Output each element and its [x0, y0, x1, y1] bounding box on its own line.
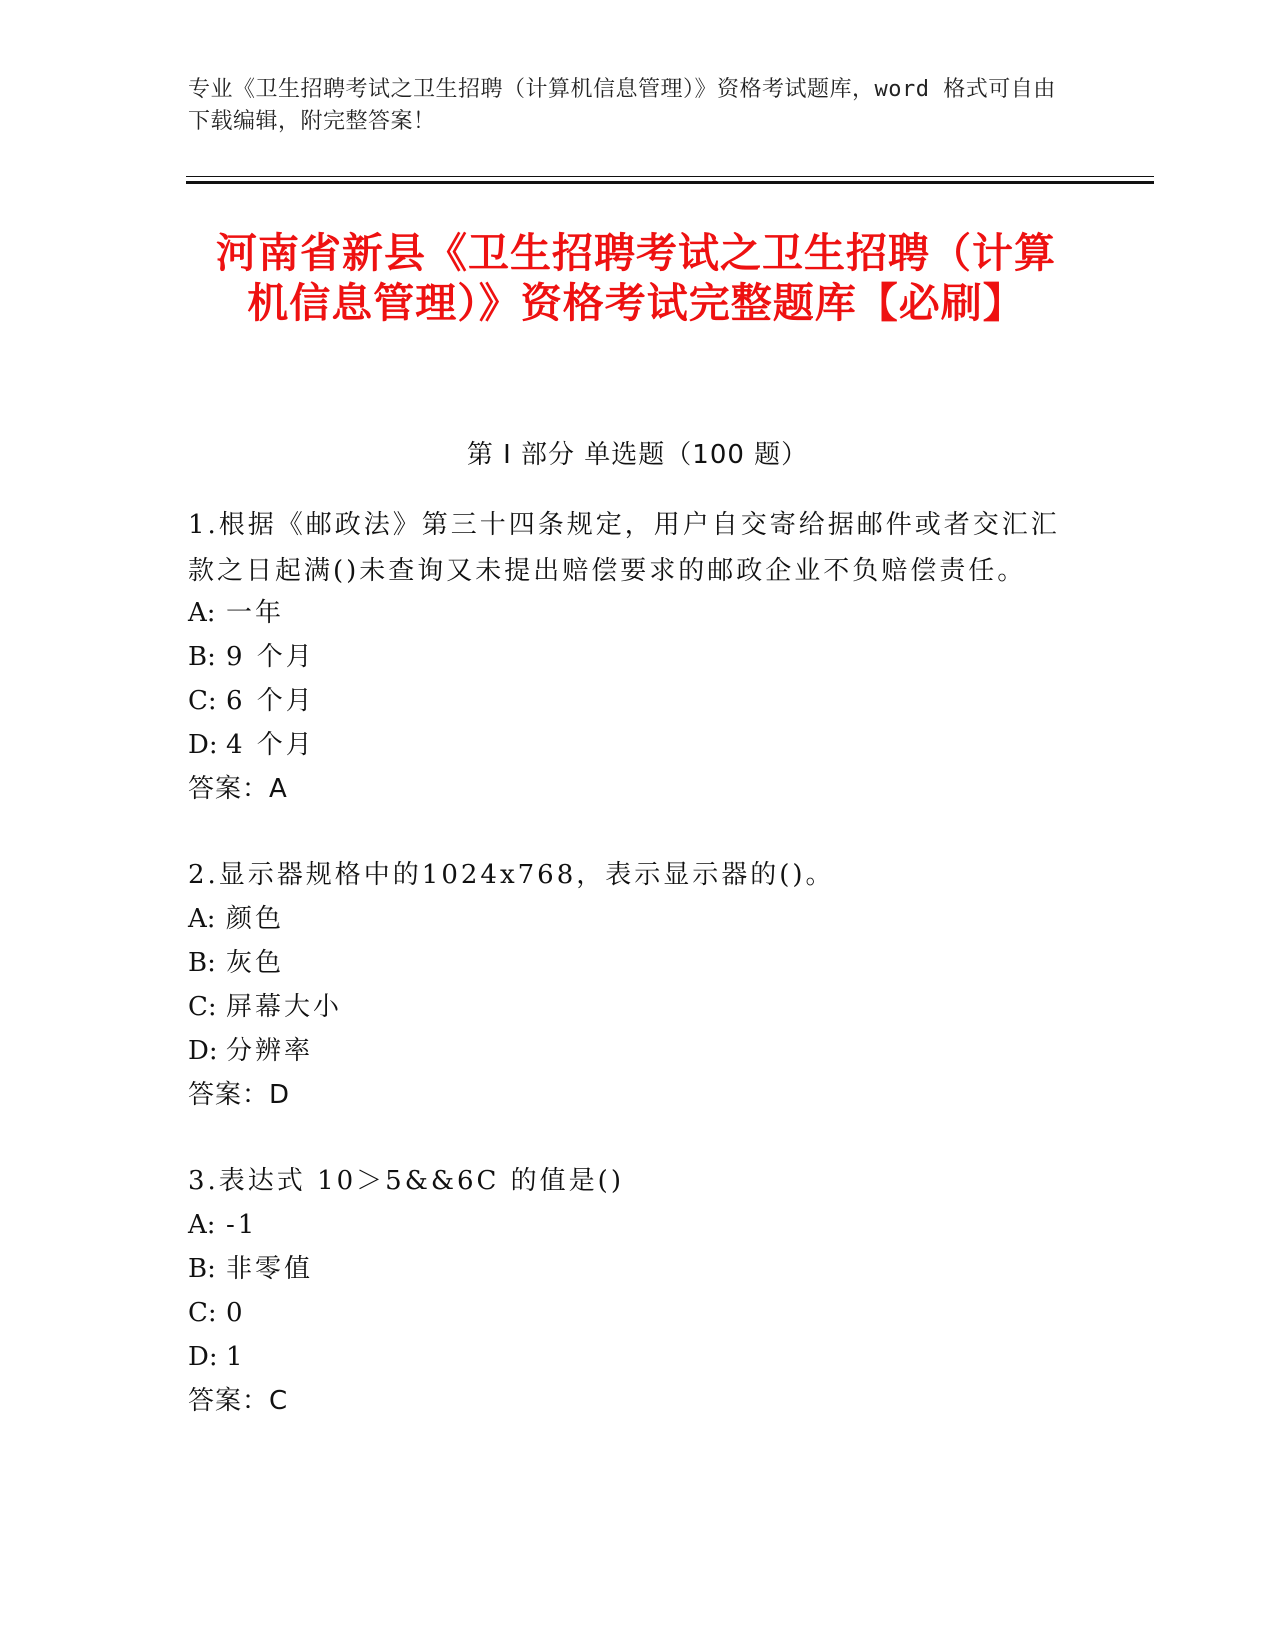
option-text: 6 个月: [226, 686, 315, 716]
option-key: C:: [188, 686, 217, 716]
question-2-option-a: [188, 902, 284, 936]
question-3-option-c: [188, 1296, 246, 1330]
question-1-option-b: [188, 640, 315, 674]
header-note: 专业《卫生招聘考试之卫生招聘（计算机信息管理）》资格考试题库，word 格式可自由下载编辑，附完整答案！: [188, 77, 1056, 134]
option-text: -1: [226, 1210, 258, 1240]
question-1-answer: [188, 772, 288, 806]
answer-value: D: [269, 1080, 291, 1110]
option-text: 1: [226, 1342, 246, 1372]
option-key: A:: [188, 904, 216, 934]
option-key: B:: [188, 1254, 216, 1284]
question-3-option-b: [188, 1252, 313, 1286]
option-text: 颜色: [226, 904, 285, 934]
option-text: 9 个月: [226, 642, 315, 672]
answer-label: 答案：: [188, 1386, 270, 1416]
option-text: 非零值: [226, 1254, 314, 1284]
document-title: 河南省新县《卫生招聘考试之卫生招聘（计算机信息管理）》资格考试完整题库【必刷】: [216, 229, 1056, 327]
question-3-option-d: [188, 1340, 246, 1374]
question-2-text: 2.显示器规格中的1024x768，表示显示器的()。: [188, 860, 835, 890]
question-3-answer: [188, 1384, 288, 1418]
option-key: C:: [188, 1298, 217, 1328]
option-key: D:: [188, 730, 218, 760]
option-key: C:: [188, 992, 217, 1022]
option-key: A:: [188, 598, 216, 628]
option-key: B:: [188, 642, 216, 672]
option-text: 灰色: [226, 948, 285, 978]
question-3-text: 3.表达式 10＞5&&6C 的值是(): [188, 1166, 624, 1196]
question-2-option-c: [188, 990, 342, 1024]
question-1-option-d: [188, 728, 315, 762]
answer-label: 答案：: [188, 1080, 270, 1110]
option-key: D:: [188, 1342, 218, 1372]
option-text: 一年: [226, 598, 285, 628]
question-2-option-b: [188, 946, 284, 980]
question-3-option-a: [188, 1208, 257, 1242]
option-key: B:: [188, 948, 216, 978]
option-key: A:: [188, 1210, 216, 1240]
option-key: D:: [188, 1036, 218, 1066]
question-1-text: 1.根据《邮政法》第三十四条规定，用户自交寄给据邮件或者交汇汇款之日起满()未查询又未提出赔偿要求的邮政企业不负赔偿责任。: [188, 510, 1060, 586]
answer-value: C: [269, 1386, 289, 1416]
option-text: 4 个月: [226, 730, 315, 760]
question-2-option-d: [188, 1034, 313, 1068]
header-divider-thick: [186, 181, 1154, 184]
header-divider-thin: [186, 176, 1154, 177]
answer-label: 答案：: [188, 774, 270, 804]
option-text: 分辨率: [226, 1036, 314, 1066]
option-text: 0: [226, 1298, 246, 1328]
question-1-option-a: [188, 596, 284, 630]
answer-value: A: [269, 774, 288, 804]
section-heading: 第 I 部分 单选题（100 题）: [466, 440, 809, 470]
option-text: 屏幕大小: [226, 992, 343, 1022]
question-2-answer: [188, 1078, 290, 1112]
question-1-option-c: [188, 684, 315, 718]
